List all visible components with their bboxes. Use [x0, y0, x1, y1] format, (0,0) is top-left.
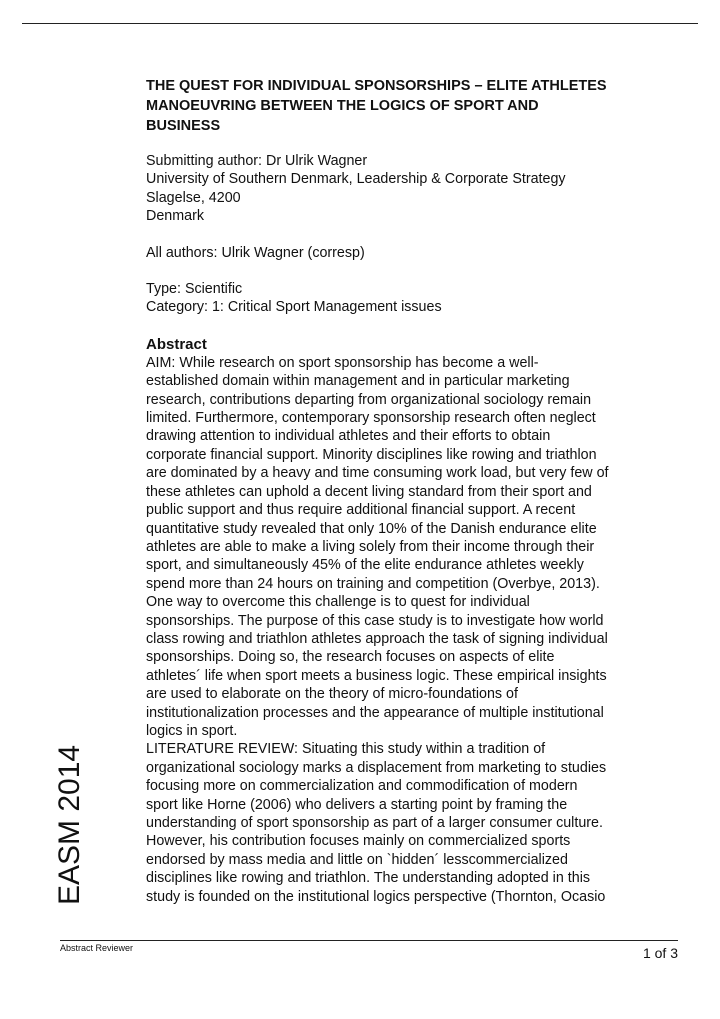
city: Slagelse, 4200	[146, 189, 241, 206]
abstract-line: athletes´ life when sport meets a business logic. These empirical insights	[146, 667, 607, 684]
all-authors: All authors: Ulrik Wagner (corresp)	[146, 244, 365, 261]
abstract-line: organizational sociology marks a displacement from marketing to studies	[146, 759, 607, 776]
abstract-line: spend more than 24 hours on training and competition (Overbye, 2013).	[146, 575, 600, 592]
abstract-line: limited. Furthermore, contemporary sponsorship research often neglect	[146, 410, 596, 427]
abstract-line: However, his contribution focuses mainly on commercialized sports	[146, 833, 571, 850]
footer-reviewer-label: Abstract Reviewer	[60, 943, 134, 953]
abstract-line: quantitative study revealed that only 10% of the Danish endurance elite	[146, 520, 597, 537]
paper-title: THE QUEST FOR INDIVIDUAL SPONSORSHIPS – ELITE ATHLETES MANOEUVRING BETWEEN THE LOGICS OF SPORT AND BUSINESS	[146, 78, 607, 134]
type-category-block	[146, 280, 666, 317]
abstract-line: endorsed by mass media and little on `hidden´ lesscommercialized	[146, 851, 568, 868]
side-label-easm: EASM 2014	[53, 744, 86, 905]
abstract-line: AIM: While research on sport sponsorship has become a well-	[146, 354, 539, 371]
abstract-line: sport, and simultaneously 45% of the elite endurance athletes weekly	[146, 557, 584, 574]
abstract-line: research, contributions departing from organizational sociology remain	[146, 391, 592, 408]
abstract-line: sport like Horne (2006) who delivers a starting point by framing the	[146, 796, 568, 813]
abstract-line: are used to elaborate on the theory of micro-foundations of	[146, 686, 518, 703]
abstract-line: class rowing and triathlon athletes approach the task of signing individual	[146, 630, 608, 647]
abstract-line: sponsorships. Doing so, the research focuses on aspects of elite	[146, 649, 555, 666]
country: Denmark	[146, 208, 204, 225]
abstract-line: focusing more on commercialization and commodification of modern	[146, 778, 578, 795]
abstract-line: logics in sport.	[146, 722, 238, 739]
bottom-rule	[60, 940, 678, 941]
affiliation: University of Southern Denmark, Leadership & Corporate Strategy	[146, 171, 566, 188]
abstract-line: institutionalization processes and the appearance of multiple institutional	[146, 704, 604, 721]
submitting-author-block	[146, 152, 666, 226]
abstract-line: established domain within management and in particular marketing	[146, 373, 570, 390]
footer-page-number: 1 of 3	[642, 945, 678, 961]
abstract-line: LITERATURE REVIEW: Situating this study within a tradition of	[146, 741, 546, 758]
submitting-author: Submitting author: Dr Ulrik Wagner	[146, 153, 368, 169]
top-rule	[22, 23, 698, 24]
document-body	[146, 76, 666, 906]
abstract-line: sponsorships. The purpose of this case study is to investigate how world	[146, 612, 604, 629]
paper-type: Type: Scientific	[146, 281, 243, 298]
abstract-line: disciplines like rowing and triathlon. The understanding adopted in this	[146, 870, 591, 887]
abstract-body	[146, 354, 666, 906]
abstract-line: corporate financial support. Minority disciplines like rowing and triathlon	[146, 446, 597, 463]
paper-category: Category: 1: Critical Sport Management issues	[146, 299, 442, 316]
abstract-line: One way to overcome this challenge is to quest for individual	[146, 594, 530, 611]
all-authors-block	[146, 244, 666, 262]
abstract-line: drawing attention to individual athletes and their efforts to obtain	[146, 428, 551, 445]
abstract-line: these athletes can uphold a decent living standard from their sport and	[146, 483, 592, 500]
abstract-line: are dominated by a heavy and time consuming work load, but very few of	[146, 465, 609, 482]
abstract-line: study is founded on the institutional logics perspective (Thornton, Ocasio	[146, 888, 606, 905]
abstract-line: public support and thus require additional financial support. A recent	[146, 502, 576, 519]
abstract-line: athletes are able to make a living solely from their income through their	[146, 538, 595, 555]
abstract-heading: Abstract	[146, 335, 207, 353]
abstract-line: understanding of sport sponsorship as part of a larger consumer culture.	[146, 815, 603, 831]
